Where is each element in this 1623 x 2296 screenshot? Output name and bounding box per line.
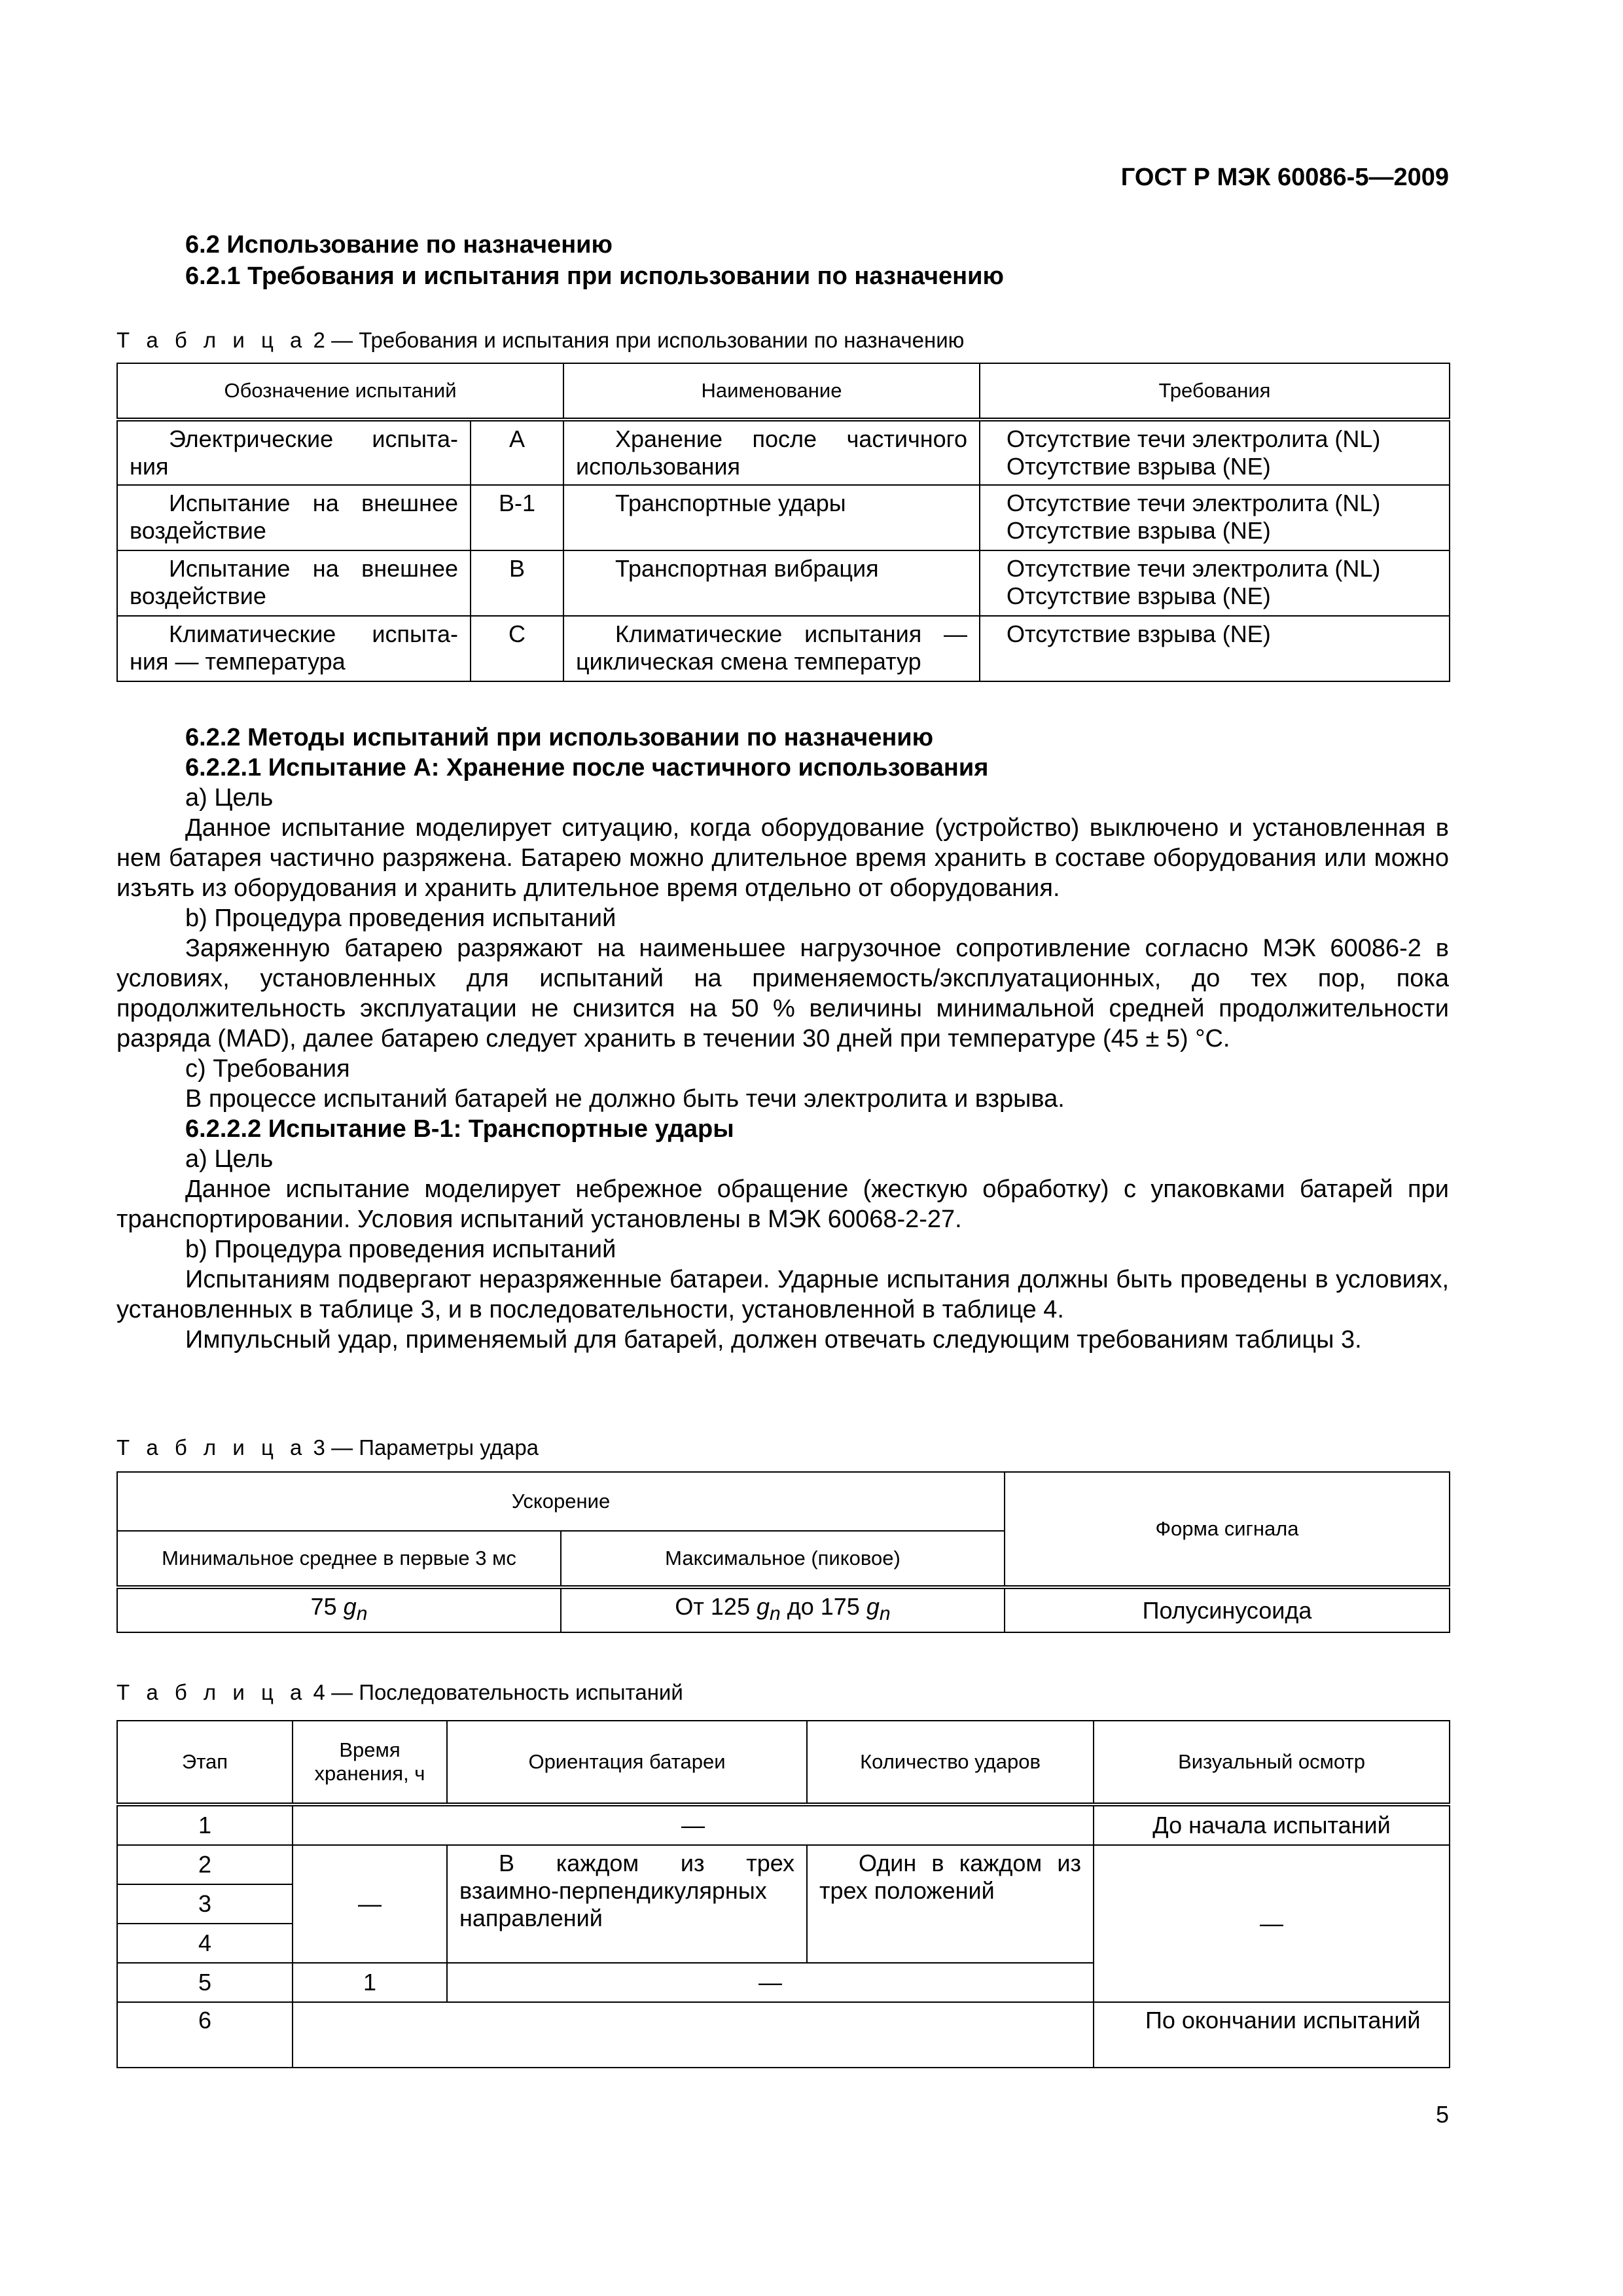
table-4 (116, 1720, 1450, 2068)
table-2-cell-group: Климатические испыта-ния — температура (117, 616, 471, 681)
table-2-header-name: Наименование (563, 363, 980, 420)
table-2-cell-name: Транспортные удары (563, 485, 980, 550)
table-2-cell-requirements: Отсутствие течи электролита (NL) Отсутствие взрыва (NE) (980, 485, 1450, 550)
table-2-cell-name: Хранение после частичного использования (563, 420, 980, 485)
table-4-header-stage: Этап (117, 1721, 293, 1804)
table-3-header-max: Максимальное (пиковое) (561, 1531, 1005, 1587)
paragraph-b-procedure-1: Испытаниям подвергают неразряженные батареи. Ударные испытания должны быть проведены в условиях, установленных в таблице 3, и в последовательности, установленной в таблице 4. (116, 1266, 1449, 1323)
table-3-caption: Т а б л и ц а 3 — Параметры удара (116, 1435, 539, 1460)
table-row (117, 616, 1450, 681)
item-a-goal-2: а) Цель (185, 1145, 274, 1173)
table-4-cell-dash: — (447, 1963, 1094, 2002)
table-2-cell-name: Климатические испытания — циклическая смена температур (563, 616, 980, 681)
table-4-cell-time: 1 (293, 1963, 447, 2002)
table-2-cell-code: B (471, 550, 563, 616)
paragraph-a-procedure: Заряженную батарею разряжают на наименьшее нагрузочное сопротивление согласно МЭК 60086-2 в условиях, установленных для испытаний на применяемость/эксплуатационных, до тех пор, пока продолжительность эксплуатации не снизится на 50 % величины минимальной средней продолжительности разряда (MAD), далее батарею следует хранить в течении 30 дней при температуре (45 ± 5) °С. (116, 935, 1449, 1052)
table-4-block (116, 1679, 1449, 2068)
table-row (117, 485, 1450, 550)
table-2-block (116, 327, 1449, 682)
table-3-header-acceleration: Ускорение (117, 1472, 1005, 1531)
table-4-cell-visual: До начала испытаний (1094, 1804, 1450, 1845)
table-4-cell-stage: 5 (117, 1963, 293, 2002)
table-row (117, 550, 1450, 616)
paragraph-b-goal: Данное испытание моделирует небрежное обращение (жесткую обработку) с упаковками батарей при транспортировании. Условия испытаний установлены в МЭК 60068-2-27. (116, 1175, 1449, 1233)
section-6-2-headings (116, 229, 1449, 292)
table-4-cell-time: — (293, 1845, 447, 1963)
table-row (117, 420, 1450, 485)
paragraph-b-procedure-2: Импульсный удар, применяемый для батарей, должен отвечать следующим требованиям таблицы 3. (185, 1326, 1362, 1354)
table-4-header-time: Время хранения, ч (293, 1721, 447, 1804)
table-2-caption: Т а б л и ц а 2 — Требования и испытания при использовании по назначению (116, 328, 965, 352)
table-3-block (116, 1435, 1449, 1633)
table-2-cell-code: A (471, 420, 563, 485)
table-row (117, 1587, 1450, 1632)
item-a-goal: а) Цель (185, 784, 274, 812)
table-4-cell-stage: 1 (117, 1804, 293, 1845)
heading-6-2-2: 6.2.2 Методы испытаний при использовании по назначению (185, 724, 934, 751)
heading-6-2-2-1: 6.2.2.1 Испытание А: Хранение после частичного использования (185, 754, 989, 781)
table-4-cell-empty (293, 2002, 1094, 2068)
table-2 (116, 363, 1450, 682)
table-2-cell-code: B-1 (471, 485, 563, 550)
table-2-header-designation: Обозначение испытаний (117, 363, 563, 420)
table-4-cell-visual: По окончании испытаний (1094, 2002, 1450, 2068)
table-4-cell-visual: — (1094, 1845, 1450, 2002)
paragraph-a-requirements: В процессе испытаний батарей не должно быть течи электролита и взрыва. (185, 1085, 1065, 1113)
item-b-procedure-2: b) Процедура проведения испытаний (185, 1236, 616, 1263)
table-2-cell-group: Испытание на внешнее воздействие (117, 485, 471, 550)
table-4-cell-dash: — (293, 1804, 1094, 1845)
page-number: 5 (1435, 2101, 1449, 2128)
table-4-cell-count: Один в каждом из трех положений (807, 1845, 1094, 1963)
table-3-header-waveform: Форма сигнала (1005, 1472, 1450, 1587)
heading-6-2: 6.2 Использование по назначению (185, 231, 613, 259)
table-2-cell-group: Электрические испыта-ния (117, 420, 471, 485)
section-6-2-2 (116, 723, 1449, 1355)
table-2-cell-requirements: Отсутствие течи электролита (NL) Отсутствие взрыва (NE) (980, 420, 1450, 485)
table-2-cell-group: Испытание на внешнее воздействие (117, 550, 471, 616)
table-4-header-orientation: Ориентация батареи (447, 1721, 807, 1804)
table-2-cell-name: Транспортная вибрация (563, 550, 980, 616)
table-2-header-requirements: Требования (980, 363, 1450, 420)
table-4-cell-stage: 6 (117, 2002, 293, 2068)
table-4-cell-stage: 3 (117, 1884, 293, 1924)
heading-6-2-1: 6.2.1 Требования и испытания при использовании по назначению (185, 262, 1004, 290)
heading-6-2-2-2: 6.2.2.2 Испытание В-1: Транспортные удары (185, 1115, 734, 1143)
paragraph-a-goal: Данное испытание моделирует ситуацию, когда оборудование (устройство) выключено и установленная в нем батарея частично разряжена. Батарею можно длительное время хранить в составе оборудования или можно изъять из оборудования и хранить длительное время отдельно от оборудования. (116, 814, 1449, 902)
standard-code: ГОСТ Р МЭК 60086-5—2009 (1120, 164, 1449, 191)
table-3 (116, 1471, 1450, 1633)
item-c-requirements: с) Требования (185, 1055, 350, 1083)
table-row (117, 1804, 1450, 1845)
table-4-caption: Т а б л и ц а 4 — Последовательность испытаний (116, 1680, 683, 1704)
table-3-header-min: Минимальное среднее в первые 3 мс (117, 1531, 561, 1587)
table-3-cell-max: От 125 $g_n$ до 175 $g_n$ (561, 1587, 1005, 1632)
table-2-cell-requirements: Отсутствие взрыва (NE) (980, 616, 1450, 681)
item-b-procedure: b) Процедура проведения испытаний (185, 905, 616, 932)
table-4-cell-stage: 4 (117, 1924, 293, 1963)
table-4-header-count: Количество ударов (807, 1721, 1094, 1804)
table-2-cell-requirements: Отсутствие течи электролита (NL) Отсутствие взрыва (NE) (980, 550, 1450, 616)
table-2-cell-code: C (471, 616, 563, 681)
table-3-cell-min: 75 $g_n$ (117, 1587, 561, 1632)
table-4-header-visual: Визуальный осмотр (1094, 1721, 1450, 1804)
table-3-cell-waveform: Полусинусоида (1005, 1587, 1450, 1632)
table-4-cell-stage: 2 (117, 1845, 293, 1884)
table-4-cell-orientation: В каждом из трех взаимно-перпендикулярных направлений (447, 1845, 807, 1963)
table-row (117, 1845, 1450, 1884)
table-row (117, 2002, 1450, 2068)
